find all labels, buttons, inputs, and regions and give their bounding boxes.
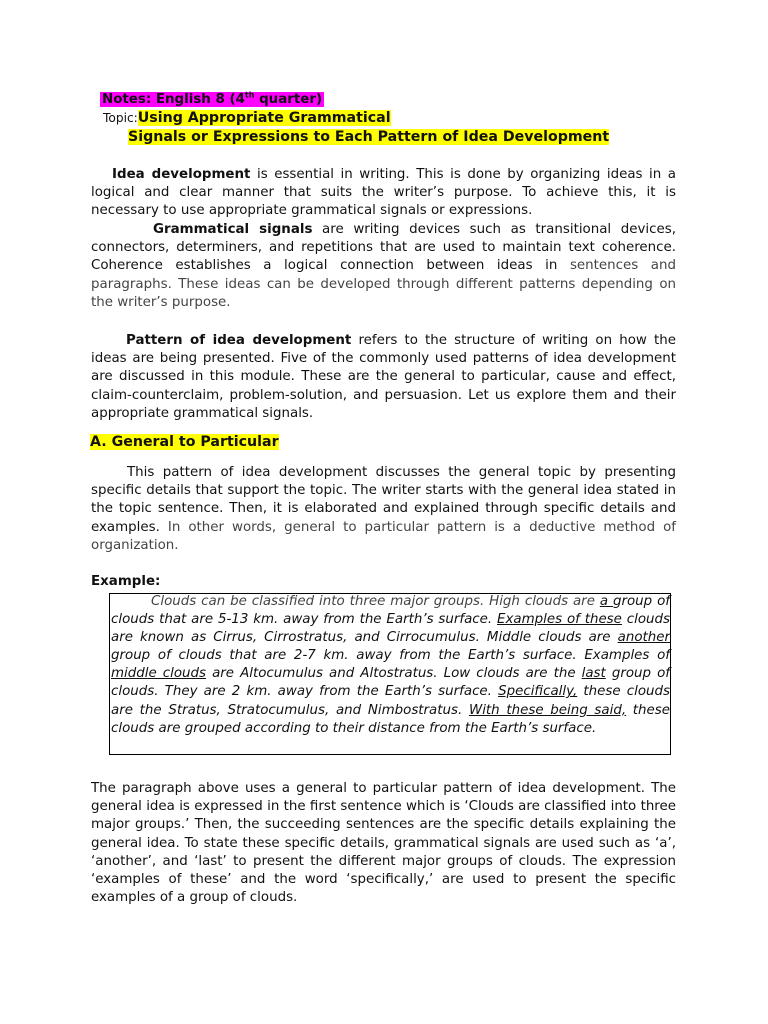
intro-paragraph-2: Grammatical signals are writing devices such as transitional devices, connectors, determiners, and repetitions that are used to maintain text coherence. Coherence establishes a logical connection between ideas in sentences and paragraphs. These ideas can be developed through different patterns depending on the writer’s purpose. (91, 222, 676, 310)
section-a-paragraph: This pattern of idea development discusses the general topic by presenting specific details that support the topic. The writer starts with the general idea stated in the topic sentence. Then, it is elaborated and explained through specific details and examples. In other words, general to particular pattern is a deductive method of organization. (91, 465, 676, 553)
section-a-heading: A. General to Particular (90, 434, 279, 450)
example-paragraph: Clouds can be classified into three major groups. High clouds are a group of clouds that are 5-13 km. away from the Earth’s surface. Examples of these clouds are known as Cirrus, Cirrostratus, and Cirrocumulus. Middle clouds are another group of clouds that are 2-7 km. away from the Earth’s surface. Examples of middle clouds are Altocumulus and Altostratus. Low clouds are the last group of clouds. They are 2 km. away from the Earth’s surface. Specifically, these clouds are the Stratus, Stratocumulus, and Nimbostratus. With these being said, these clouds are grouped according to their distance from the Earth’s surface. (111, 594, 671, 736)
topic-line-2 (128, 129, 609, 145)
explanation-paragraph: The paragraph above uses a general to particular pattern of idea development. The general idea is expressed in the first sentence which is ‘Clouds are classified into three major groups.’ Then, the succeeding sentences are the specific details explaining the general idea. To state these specific details, grammatical signals are used such as ‘a’, ‘another’, and ‘last’ to present the different major groups of clouds. The expression ‘examples of these’ and the word ‘specifically,’ are used to present the specific examples of a group of clouds. (91, 781, 676, 906)
idea-development-term: Idea development (112, 167, 251, 182)
topic-prefix: Topic: (103, 111, 138, 125)
topic-title-line-1: Using Appropriate Grammatical (137, 110, 391, 126)
pattern-paragraph: Pattern of idea development refers to the structure of writing on how the ideas are being presented. Five of the commonly used patterns of idea development are discussed in this module. These are the general to particular, cause and effect, claim-counterclaim, problem-solution, and persuasion. Let us explore them and their appropriate grammatical signals. (91, 333, 676, 421)
example-label: Example: (91, 574, 161, 589)
notes-header (100, 91, 324, 107)
topic-line-1 (103, 110, 391, 126)
topic-title-line-2: Signals or Expressions to Each Pattern of Idea Development (128, 129, 610, 145)
pattern-term: Pattern of idea development (126, 333, 352, 348)
grammatical-signals-term: Grammatical signals (153, 222, 313, 237)
notes-highlight: Notes: English 8 (4th quarter) (102, 91, 323, 108)
intro-paragraph-1: Idea development is essential in writing. This is done by organizing ideas in a logical and clear manner that suits the writer’s purpose. To achieve this, it is necessary to use appropriate grammatical signals or expressions. (91, 167, 676, 219)
